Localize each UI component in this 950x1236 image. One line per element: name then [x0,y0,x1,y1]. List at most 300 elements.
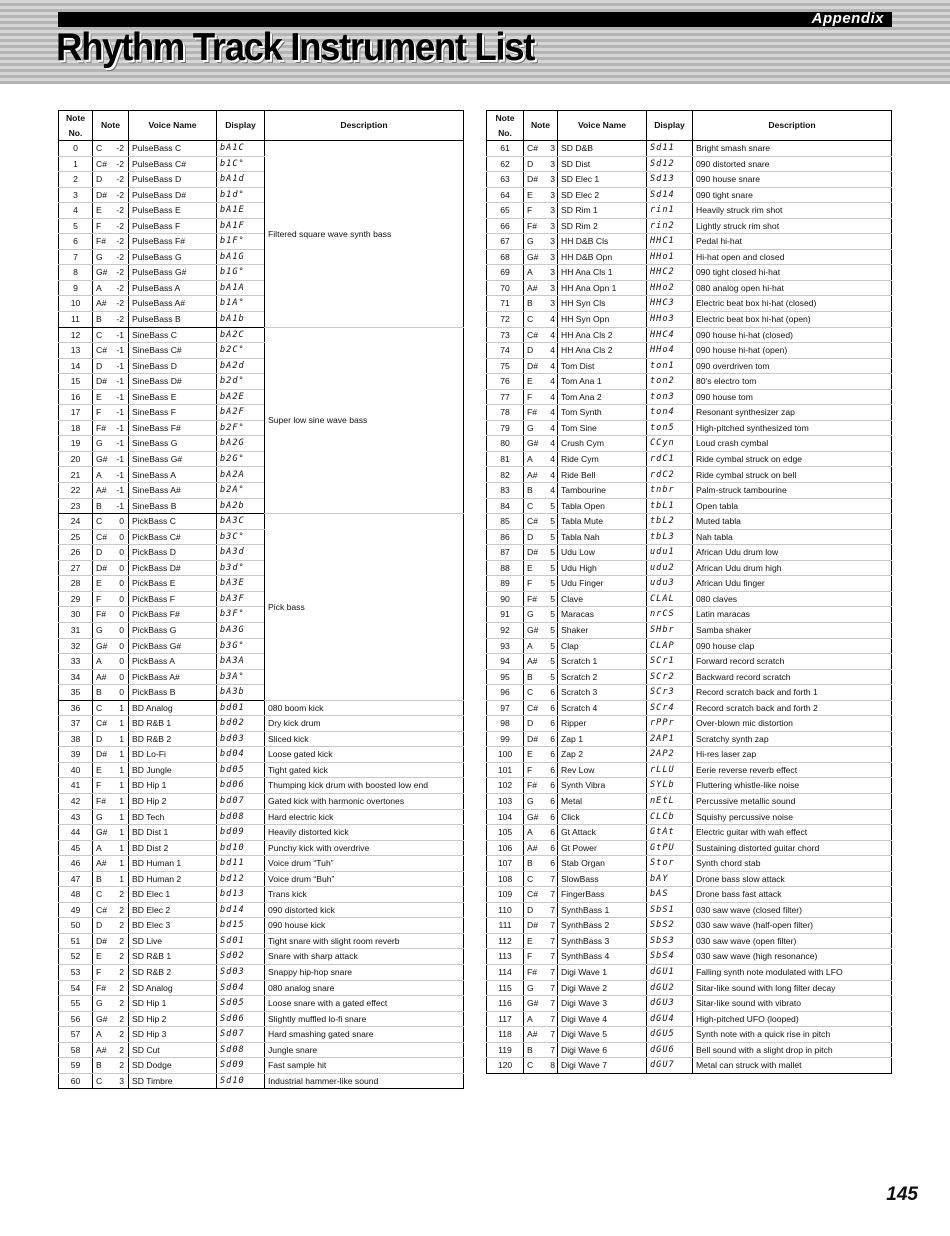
description-cell: Record scratch back and forth 1 [693,685,892,701]
note-number-cell: 81 [487,451,524,467]
note-cell [93,172,129,188]
description-cell: Heavily distorted kick [265,825,464,841]
description-cell: Loud crash cymbal [693,436,892,452]
description-cell: Metal can struck with mallet [693,1058,892,1074]
table-row [59,949,464,965]
note-cell [524,685,558,701]
col-header-description: Description [693,111,892,141]
note-number-cell: 14 [59,358,93,374]
table-row [59,1073,464,1089]
description-cell: Muted tabla [693,514,892,530]
description-cell: Punchy kick with overdrive [265,840,464,856]
note-cell [93,996,129,1012]
voice-name-cell: BD Hip 1 [129,778,217,794]
note-name: C# [96,345,107,356]
description-cell: Forward record scratch [693,654,892,670]
note-name: C [96,143,103,154]
note-name: C# [527,143,538,154]
table-row [487,825,892,841]
note-name: G# [96,1013,108,1024]
note-cell [93,840,129,856]
note-octave: -2 [116,314,124,325]
note-octave: 0 [119,562,124,573]
description-cell: Record scratch back and forth 2 [693,700,892,716]
note-cell [93,825,129,841]
description-cell: Falling synth note modulated with LFO [693,964,892,980]
note-octave: 3 [550,267,555,278]
note-name: F# [527,593,538,604]
note-cell [524,218,558,234]
note-cell [524,918,558,934]
note-number-cell: 30 [59,607,93,623]
table-row [487,669,892,685]
note-number-cell: 43 [59,809,93,825]
note-cell [93,778,129,794]
page-number: 145 [886,1184,918,1205]
note-name: F [96,780,102,791]
note-octave: 4 [550,360,555,371]
note-octave: 3 [550,298,555,309]
table-row [487,514,892,530]
note-cell [524,156,558,172]
note-octave: -2 [116,251,124,262]
note-cell [93,203,129,219]
note-number-cell: 7 [59,249,93,265]
description-cell: Bright smash snare [693,141,892,157]
note-name: C# [527,702,538,713]
note-octave: 3 [550,236,555,247]
note-octave: -2 [116,220,124,231]
voice-name-cell: SD Cut [129,1042,217,1058]
description-cell: African Udu drum high [693,560,892,576]
note-cell [93,265,129,281]
note-cell [93,918,129,934]
note-cell [524,327,558,343]
note-octave: 2 [119,1044,124,1055]
description-cell: Latin maracas [693,607,892,623]
note-name: D# [527,174,538,185]
table-row [487,467,892,483]
note-cell [93,374,129,390]
note-octave: 7 [550,967,555,977]
description-cell: 090 house kick [265,918,464,934]
display-cell: b2F° [217,420,265,436]
note-name: E [96,764,102,775]
note-octave: 0 [119,609,124,620]
note-name: D# [96,189,107,200]
note-name: D# [96,749,107,760]
table-row [487,654,892,670]
display-cell: rdC1 [647,451,693,467]
note-number-cell: 110 [487,902,524,918]
note-number-cell: 59 [59,1058,93,1074]
note-number-cell: 23 [59,498,93,514]
description-cell: Hard smashing gated snare [265,1027,464,1043]
voice-name-cell: SynthBass 1 [558,902,647,918]
note-octave: 6 [550,687,555,698]
note-cell [93,700,129,716]
note-number-cell: 90 [487,591,524,607]
note-cell [93,1011,129,1027]
note-number-cell: 26 [59,545,93,561]
display-cell: tnbr [647,483,693,499]
note-cell [524,1058,558,1074]
table-row [487,405,892,421]
note-name: F [96,593,102,604]
note-cell [524,234,558,250]
note-number-cell: 73 [487,327,524,343]
col-header-note: Note [93,111,129,141]
display-cell: dGU1 [647,964,693,980]
note-name: F# [96,609,107,620]
note-cell [524,731,558,747]
display-cell: SbS3 [647,933,693,949]
note-cell [93,654,129,670]
note-cell [93,607,129,623]
note-number-cell: 65 [487,203,524,219]
note-name: C [96,702,103,713]
display-cell: Sd08 [217,1042,265,1058]
note-cell [524,871,558,887]
voice-name-cell: Zap 1 [558,731,647,747]
note-number-cell: 88 [487,560,524,576]
note-octave: 5 [550,640,555,651]
description-cell: 030 saw wave (half-open filter) [693,918,892,934]
note-name: F# [96,422,107,433]
note-name: G [96,811,103,822]
note-cell [524,654,558,670]
note-cell [93,685,129,701]
display-cell: tbL2 [647,514,693,530]
note-number-cell: 33 [59,654,93,670]
note-number-cell: 116 [487,996,524,1012]
description-cell: Squishy percussive noise [693,809,892,825]
description-cell: Ride cymbal struck on edge [693,451,892,467]
description-cell: Sitar-like sound with long filter decay [693,980,892,996]
table-row [59,856,464,872]
voice-name-cell: Digi Wave 2 [558,980,647,996]
voice-name-cell: Scratch 4 [558,700,647,716]
description-cell: Hi-hat open and closed [693,249,892,265]
note-name: D [527,345,534,356]
note-number-cell: 113 [487,949,524,965]
note-octave: 7 [550,935,555,946]
note-octave: 0 [119,624,124,635]
note-octave: 5 [550,593,555,604]
display-cell: bA2F [217,405,265,421]
note-name: D [527,531,534,542]
note-cell [93,809,129,825]
note-number-cell: 114 [487,964,524,980]
voice-name-cell: SD Elec 1 [558,172,647,188]
note-cell [93,405,129,421]
display-cell: SHbr [647,622,693,638]
note-number-cell: 71 [487,296,524,312]
note-number-cell: 34 [59,669,93,685]
note-cell [93,249,129,265]
table-row [487,949,892,965]
note-number-cell: 48 [59,887,93,903]
table-row [487,312,892,328]
note-cell [524,420,558,436]
note-name: A# [96,1044,107,1055]
display-cell: SCr3 [647,685,693,701]
voice-name-cell: HH D&B Opn [558,249,647,265]
display-cell: bA1E [217,203,265,219]
voice-name-cell: PickBass B [129,685,217,701]
note-octave: 1 [119,873,124,884]
note-number-cell: 72 [487,312,524,328]
table-row [487,389,892,405]
table-row [59,933,464,949]
table-row [487,451,892,467]
note-cell [524,607,558,623]
display-cell: Sd06 [217,1011,265,1027]
note-number-cell: 56 [59,1011,93,1027]
table-row [59,825,464,841]
note-name: G# [527,998,539,1009]
voice-name-cell: HH Ana Opn 1 [558,280,647,296]
note-number-cell: 63 [487,172,524,188]
description-cell: Voice drum “Tuh” [265,856,464,872]
note-cell [93,483,129,499]
display-cell: GtPU [647,840,693,856]
col-header-voice-name: Voice Name [129,111,217,141]
note-cell [93,622,129,638]
note-cell [524,591,558,607]
note-cell [524,265,558,281]
voice-name-cell: Scratch 2 [558,669,647,685]
note-name: D# [96,376,107,387]
note-octave: -1 [116,329,124,340]
note-number-cell: 0 [59,141,93,157]
display-cell: bA3G [217,622,265,638]
note-number-cell: 8 [59,265,93,281]
note-octave: 6 [550,780,555,791]
voice-name-cell: BD Analog [129,700,217,716]
note-cell [524,545,558,561]
note-number-cell: 22 [59,483,93,499]
note-octave: 4 [550,422,555,433]
description-cell: Palm-struck tambourine [693,483,892,499]
voice-name-cell: Digi Wave 7 [558,1058,647,1074]
note-cell [524,498,558,514]
col-header-note: Note [524,111,558,141]
note-octave: 1 [119,795,124,806]
note-cell [93,560,129,576]
table-body-right [487,141,892,1074]
voice-name-cell: SynthBass 3 [558,933,647,949]
note-number-cell: 107 [487,856,524,872]
note-cell [93,296,129,312]
note-octave: 2 [119,982,124,993]
note-cell [524,187,558,203]
note-number-cell: 98 [487,716,524,732]
description-cell: 80's electro tom [693,374,892,390]
note-number-cell: 117 [487,1011,524,1027]
display-cell: tbL3 [647,529,693,545]
col-header-note-no: Note No. [487,111,524,141]
voice-name-cell: SlowBass [558,871,647,887]
note-number-cell: 112 [487,933,524,949]
note-number-cell: 50 [59,918,93,934]
voice-name-cell: SD Live [129,933,217,949]
note-name: B [527,858,533,869]
display-cell: bA3E [217,576,265,592]
note-octave: 0 [119,671,124,682]
description-cell: Snare with sharp attack [265,949,464,965]
voice-name-cell: SineBass C [129,327,217,343]
note-cell [524,902,558,918]
note-octave: 5 [550,531,555,542]
note-number-cell: 39 [59,747,93,763]
table-row [59,918,464,934]
note-cell [524,747,558,763]
description-cell: Pedal hi-hat [693,234,892,250]
note-cell [93,856,129,872]
table-row [487,545,892,561]
note-cell [524,933,558,949]
description-cell: Lightly struck rim shot [693,218,892,234]
note-name: E [527,562,533,573]
display-cell: Sd14 [647,187,693,203]
voice-name-cell: Tom Synth [558,405,647,421]
display-cell: SCr1 [647,654,693,670]
description-cell: Electric guitar with wah effect [693,825,892,841]
appendix-bar [58,12,892,27]
display-cell: bd08 [217,809,265,825]
note-octave: 3 [550,282,555,293]
note-cell [93,793,129,809]
table-row [487,591,892,607]
note-name: F [527,951,533,962]
voice-name-cell: PickBass D# [129,560,217,576]
voice-name-cell: SD Hip 1 [129,996,217,1012]
voice-name-cell: HH Syn Opn [558,312,647,328]
note-name: D# [527,360,538,371]
display-cell: b2d° [217,374,265,390]
description-cell: 080 boom kick [265,700,464,716]
note-name: E [96,578,102,589]
voice-name-cell: HH Syn Cls [558,296,647,312]
table-row [487,560,892,576]
note-number-cell: 80 [487,436,524,452]
voice-name-cell: SineBass A [129,467,217,483]
description-cell: 090 house clap [693,638,892,654]
note-octave: 3 [119,1075,124,1086]
note-number-cell: 62 [487,156,524,172]
note-name: G# [96,827,108,838]
display-cell: b1d° [217,187,265,203]
note-octave: 5 [550,500,555,511]
note-cell [524,1011,558,1027]
note-number-cell: 57 [59,1027,93,1043]
note-cell [93,389,129,405]
table-row [59,871,464,887]
display-cell: bA2E [217,389,265,405]
display-cell: b3G° [217,638,265,654]
display-cell: rin2 [647,218,693,234]
description-cell: Gated kick with harmonic overtones [265,793,464,809]
note-octave: 4 [550,438,555,449]
note-number-cell: 35 [59,685,93,701]
note-octave: 5 [550,578,555,589]
voice-name-cell: PickBass E [129,576,217,592]
description-cell: Tight snare with slight room reverb [265,933,464,949]
col-header-display: Display [217,111,265,141]
display-cell: HHo2 [647,280,693,296]
note-number-cell: 64 [487,187,524,203]
note-name: D [96,547,103,558]
display-cell: Stor [647,856,693,872]
note-cell [524,980,558,996]
note-cell [93,747,129,763]
note-name: E [527,935,533,946]
note-name: E [96,205,102,216]
note-name: B [527,298,533,309]
note-octave: 3 [550,205,555,216]
description-cell: Slightly muffled lo-fi snare [265,1011,464,1027]
note-cell [524,312,558,328]
table-row [59,1027,464,1043]
display-cell: bA3d [217,545,265,561]
note-number-cell: 45 [59,840,93,856]
voice-name-cell: SD Rim 2 [558,218,647,234]
note-cell [524,436,558,452]
note-octave: 4 [550,453,555,464]
note-cell [524,840,558,856]
col-header-voice-name: Voice Name [558,111,647,141]
table-row [487,996,892,1012]
table-row [487,187,892,203]
note-number-cell: 38 [59,731,93,747]
note-number-cell: 1 [59,156,93,172]
voice-name-cell: PulseBass C [129,141,217,157]
voice-name-cell: Tom Sine [558,420,647,436]
table-row [487,156,892,172]
note-octave: -2 [116,236,124,247]
description-cell: Percussive metallic sound [693,793,892,809]
display-cell: CCyn [647,436,693,452]
note-octave: -2 [116,205,124,216]
group-description-cell: Filtered square wave synth bass [265,141,464,328]
display-cell: bd06 [217,778,265,794]
note-octave: 0 [119,593,124,604]
note-octave: -2 [116,267,124,278]
note-number-cell: 15 [59,374,93,390]
display-cell: bd11 [217,856,265,872]
display-cell: b2A° [217,483,265,499]
table-row [487,420,892,436]
display-cell: Sd05 [217,996,265,1012]
voice-name-cell: SineBass F# [129,420,217,436]
note-octave: 7 [550,1044,555,1055]
description-cell: 090 tight snare [693,187,892,203]
note-name: D [96,174,103,185]
note-number-cell: 97 [487,700,524,716]
note-octave: -2 [116,298,124,309]
display-cell: dGU3 [647,996,693,1012]
display-cell: bd13 [217,887,265,903]
description-cell: 080 claves [693,591,892,607]
note-number-cell: 51 [59,933,93,949]
note-cell [93,887,129,903]
note-cell [93,669,129,685]
display-cell: 2AP2 [647,747,693,763]
table-row [487,980,892,996]
display-cell: bA2G [217,436,265,452]
voice-name-cell: SineBass G [129,436,217,452]
